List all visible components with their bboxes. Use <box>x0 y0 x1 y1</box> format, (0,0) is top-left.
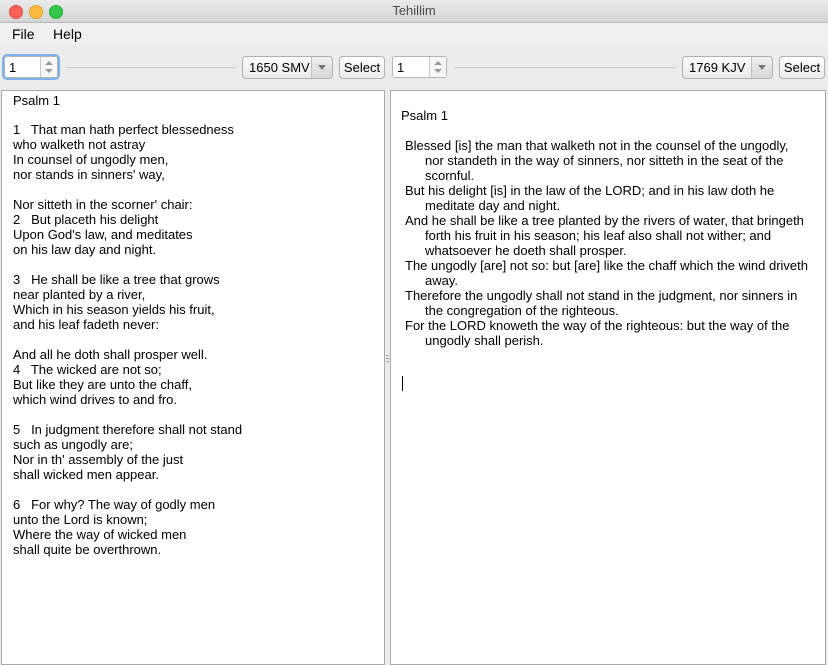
right-psalm-title: Psalm 1 <box>401 108 448 123</box>
menu-file[interactable]: File <box>12 26 35 42</box>
spin-down-icon[interactable] <box>45 69 53 73</box>
verse-line: And all he doth shall prosper well. <box>13 347 208 362</box>
splitter-grip-icon[interactable] <box>386 361 389 362</box>
left-psalm-text <box>13 122 242 557</box>
left-text-pane[interactable] <box>1 90 385 665</box>
verse-line: near planted by a river, <box>13 287 146 302</box>
verse-paragraph: And he shall be like a tree planted by the rivers of water, that bringeth forth his fruit in his season; his leaf also shall not wither; and whatsoever he doeth shall prosper. <box>405 213 804 258</box>
stanza-break <box>13 332 242 347</box>
verse-line: who walketh not astray <box>13 137 146 152</box>
verse-paragraph: Therefore the ungodly shall not stand in the judgment, nor sinners in the congregation of the righteous. <box>405 288 798 318</box>
window-title: Tehillim <box>392 3 436 18</box>
left-psalm-number[interactable]: 1 <box>9 60 17 75</box>
verse-paragraph: For the LORD knoweth the way of the righteous: but the way of the ungodly shall perish. <box>405 318 790 348</box>
verse-line: shall quite be overthrown. <box>13 542 162 557</box>
verse-line: 1 That man hath perfect blessedness <box>13 122 234 137</box>
spin-down-icon[interactable] <box>434 69 442 73</box>
verse-line: 3 He shall be like a tree that grows <box>13 272 220 287</box>
text-cursor <box>402 376 403 391</box>
verse-paragraph: Blessed [is] the man that walketh not in the counsel of the ungodly, nor standeth in the way of sinners, nor sitteth in the seat of the scornful. <box>405 138 789 183</box>
right-spin-buttons[interactable] <box>429 57 446 77</box>
right-psalm-number[interactable]: 1 <box>397 60 405 75</box>
chevron-down-icon[interactable] <box>311 57 332 78</box>
left-spin-buttons[interactable] <box>40 57 57 77</box>
right-version-label: 1769 KJV <box>689 60 746 75</box>
right-select-button[interactable]: Select <box>779 56 825 79</box>
right-separator <box>455 67 676 68</box>
stanza-break <box>13 482 242 497</box>
title-bar <box>0 0 828 23</box>
verse-line: on his law day and night. <box>13 242 157 257</box>
verse-line: which wind drives to and fro. <box>13 392 178 407</box>
verse-line: shall wicked men appear. <box>13 467 159 482</box>
right-psalm-text <box>405 138 810 348</box>
verse-paragraph: The ungodly [are] not so: but [are] like the chaff which the wind driveth away. <box>405 258 808 288</box>
verse-line: 6 For why? The way of godly men <box>13 497 216 512</box>
verse-line: Nor sitteth in the scorner' chair: <box>13 197 193 212</box>
toolbar <box>0 45 828 90</box>
chevron-down-icon[interactable] <box>751 57 772 78</box>
left-separator <box>66 67 236 68</box>
verse-line: But like they are unto the chaff, <box>13 377 192 392</box>
stanza-break <box>13 407 242 422</box>
left-psalm-title: Psalm 1 <box>13 93 60 108</box>
spin-up-icon[interactable] <box>434 61 442 65</box>
menu-help[interactable]: Help <box>53 26 82 42</box>
left-version-label: 1650 SMV <box>249 60 310 75</box>
verse-line: Upon God's law, and meditates <box>13 227 193 242</box>
right-version-combo[interactable] <box>682 56 773 79</box>
verse-line: In counsel of ungodly men, <box>13 152 169 167</box>
left-select-button[interactable]: Select <box>339 56 385 79</box>
verse-line: Where the way of wicked men <box>13 527 187 542</box>
spin-up-icon[interactable] <box>45 61 53 65</box>
verse-line: 5 In judgment therefore shall not stand <box>13 422 243 437</box>
splitter-grip-icon[interactable] <box>386 358 389 359</box>
verse-line: and his leaf fadeth never: <box>13 317 159 332</box>
left-version-combo[interactable] <box>242 56 333 79</box>
stanza-break <box>13 257 242 272</box>
splitter-grip-icon[interactable] <box>386 355 389 356</box>
verse-line: nor stands in sinners' way, <box>13 167 165 182</box>
verse-paragraph: But his delight [is] in the law of the LORD; and in his law doth he meditate day and night. <box>405 183 775 213</box>
menu-bar <box>0 23 828 45</box>
left-psalm-spinbox[interactable] <box>4 56 58 78</box>
right-text-pane[interactable] <box>390 90 826 665</box>
right-psalm-spinbox[interactable] <box>392 56 447 78</box>
verse-line: Nor in th' assembly of the just <box>13 452 184 467</box>
verse-line: such as ungodly are; <box>13 437 133 452</box>
verse-line: unto the Lord is known; <box>13 512 148 527</box>
stanza-break <box>13 182 242 197</box>
verse-line: Which in his season yields his fruit, <box>13 302 215 317</box>
verse-line: 4 The wicked are not so; <box>13 362 162 377</box>
verse-line: 2 But placeth his delight <box>13 212 159 227</box>
